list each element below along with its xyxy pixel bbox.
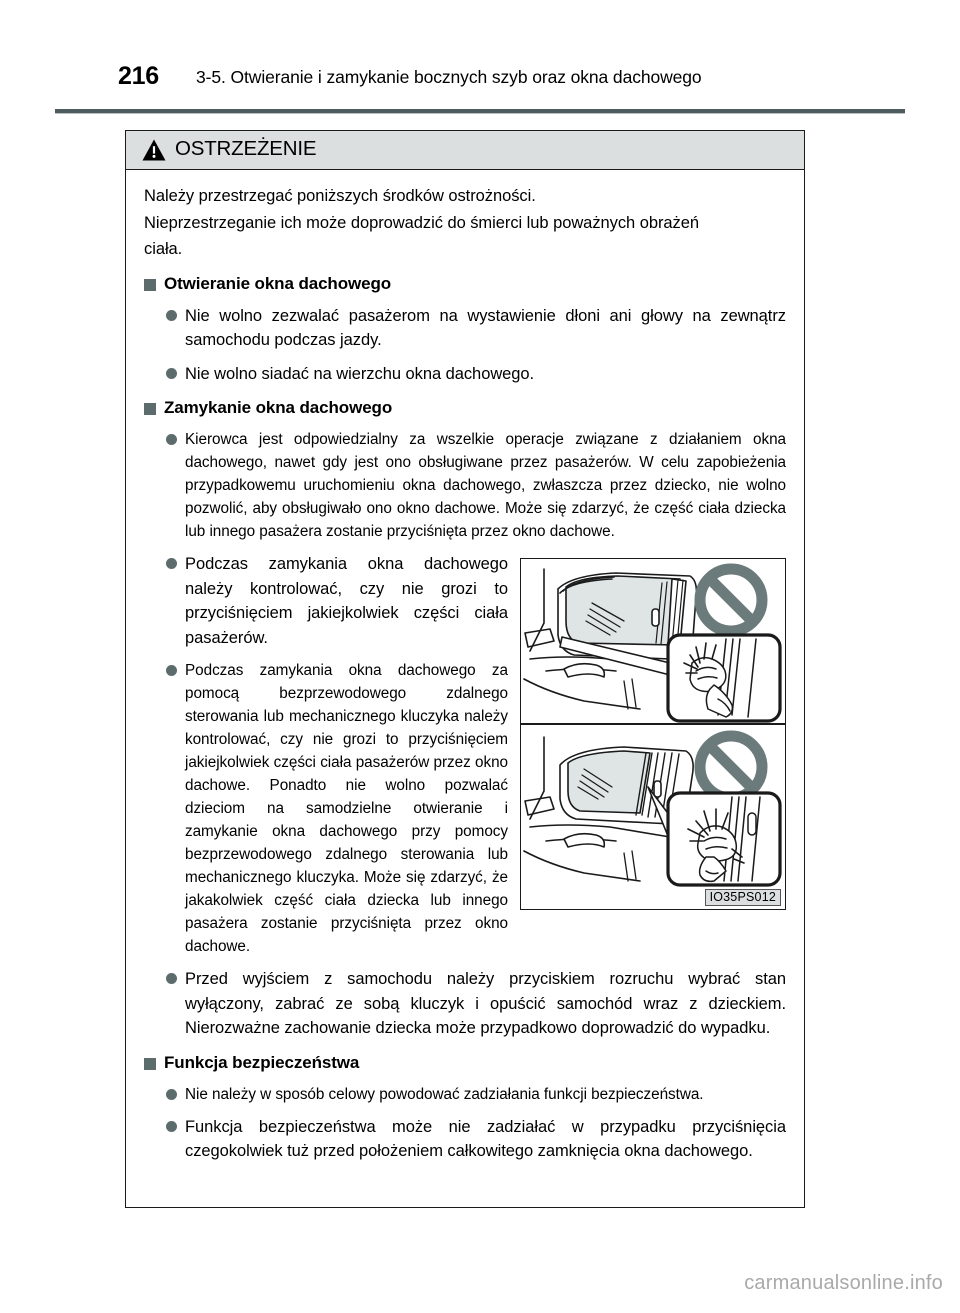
round-bullet-icon [166,1089,177,1100]
round-bullet-icon [166,368,177,379]
section-label: Funkcja bezpieczeństwa [164,1052,360,1072]
list-item [144,304,786,353]
list-item [144,428,786,543]
round-bullet-icon [166,1121,177,1132]
round-bullet-icon [166,973,177,984]
sunroof-closing-diagram [521,725,785,908]
section-heading-zamykanie [144,397,786,419]
warning-body [126,170,804,1174]
list-item-text: Podczas zamykania okna dachowego należy kontrolować, czy nie grozi to przyciśnięciem jakiejkolwiek części ciała pasażerów. [185,555,508,647]
round-bullet-icon [166,665,177,676]
list-item-text: Nie wolno zezwalać pasażerom na wystawienie dłoni ani głowy na zewnątrz samochodu podczas jazdy. [185,306,786,349]
list-item-text: Podczas zamykania okna dachowego za pomocą bezprzewodowego zdalnego sterowania lub mechanicznego kluczyka należy kontrolować, czy nie grozi to przyciśnięciem jakiejkolwiek części ciała pasażerów przez okno dachowe. Ponadto nie wolno pozwalać dzieciom na samodzielne otwieranie i zamykanie okna dachowego przy pomocy bezprzewodowego zdalnego sterowania lub mechanicznego kluczyka. Może się zdarzyć, że jakakolwiek część ciała dziecka lub innego pasażera zostanie przyciśnięta przez okno dachowe. [185,662,508,955]
page-header [0,62,960,98]
list-item-text: Nie wolno siadać na wierzchu okna dachowego. [185,364,535,383]
intro-line-1: Należy przestrzegać poniższych środków ostrożności. [144,187,536,205]
section-heading-otwieranie [144,273,786,295]
square-bullet-icon [144,403,156,415]
section-heading-funkcja [144,1052,786,1074]
square-bullet-icon [144,1058,156,1070]
list-item [144,967,786,1041]
list-item [144,362,786,387]
illustration-panel-bottom [521,725,785,908]
round-bullet-icon [166,434,177,445]
page-number: 216 [118,62,159,90]
intro-line-3: ciała. [144,240,183,258]
list-item-text: Kierowca jest odpowiedzialny za wszelkie operacje związane z działaniem okna dachowego, nawet gdy jest ono obsługiwane przez pasażerów. W celu zapobieżenia przypadkowemu uruchomieniu okna dachowego, zwłaszcza przez dziecko, nie wolno pozwolić, aby obsługiwało ono okno dachowe. Może się zdarzyć, że część ciała dziecka lub innego pasażera zostanie przyciśnięta przez okno dachowe. [185,431,786,540]
illustration-panel-top [521,559,785,725]
illustration-flow-wrapper [144,552,786,958]
site-watermark: carmanualsonline.info [744,1272,943,1294]
illustration-code-label: IO35PS012 [705,889,781,906]
list-item-text: Nie należy w sposób celowy powodować zadziałania funkcji bezpieczeństwa. [185,1085,704,1103]
round-bullet-icon [166,310,177,321]
section-label: Zamykanie okna dachowego [164,398,393,417]
warning-triangle-icon [142,139,166,161]
list-item-text: Przed wyjściem z samochodu należy przyciskiem rozruchu wybrać stan wyłączony, zabrać ze sobą kluczyk i opuścić samochód wraz z dzieckiem. Nierozważne zachowanie dziecka może przypadkowo doprowadzić do wypadku. [185,970,786,1037]
sunroof-open-diagram [521,559,785,723]
list-item [144,659,508,958]
list-item-text: Funkcja bezpieczeństwa może nie zadziałać w przypadku przyciśnięcia czegokolwiek tuż przed położeniem całkowitego zamknięcia okna dachowego. [185,1117,786,1160]
page-title: 3-5. Otwieranie i zamykanie bocznych szyb oraz okna dachowego [196,67,702,87]
round-bullet-icon [166,558,177,569]
list-item [144,1115,786,1164]
square-bullet-icon [144,279,156,291]
illustration-float [520,558,786,910]
header-divider [55,109,905,114]
sunroof-warning-illustration [520,558,786,910]
list-item [144,552,508,650]
section-label: Otwieranie okna dachowego [164,273,392,293]
prohibition-sign-icon [700,569,762,631]
intro-line-2: Nieprzestrzeganie ich może doprowadzić do śmierci lub poważnych obrażeń [144,213,699,232]
warning-box-header [126,131,804,170]
prohibition-sign-icon [700,736,762,798]
warning-title: OSTRZEŻENIE [175,137,317,161]
warning-box [125,130,805,1208]
list-item [144,1083,786,1106]
